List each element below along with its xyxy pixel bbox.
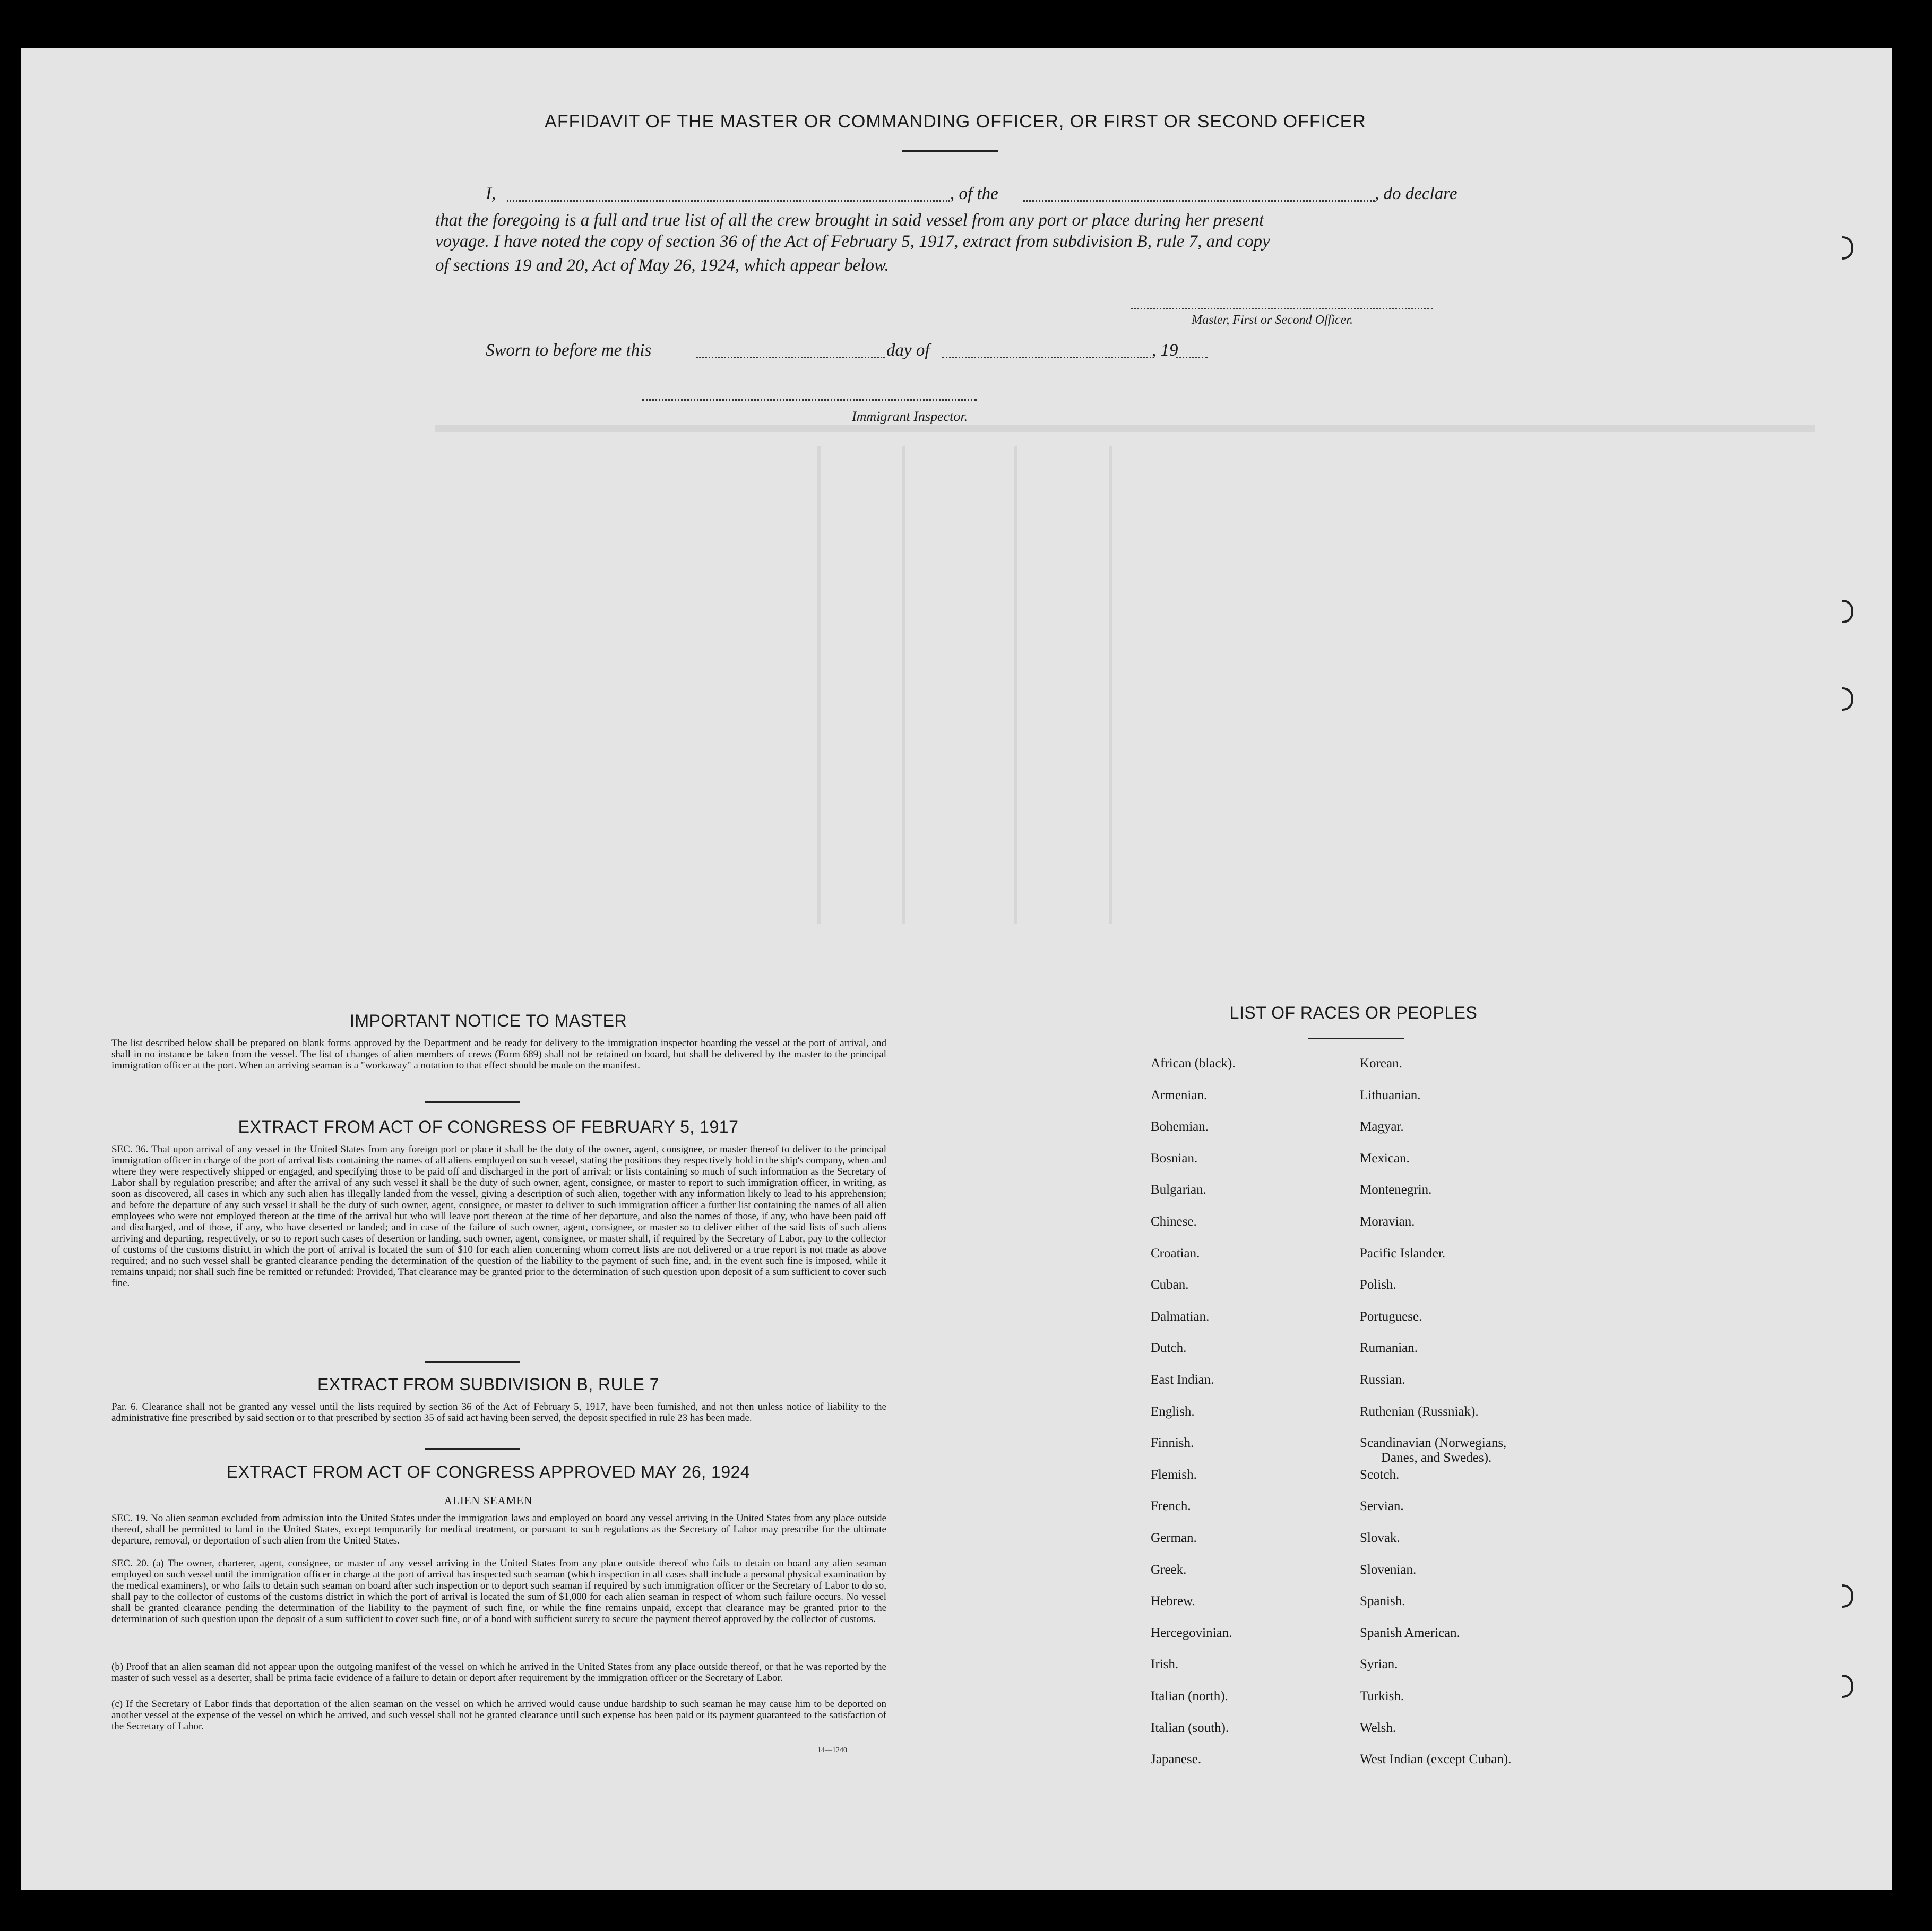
sec-20b-body: (b) Proof that an alien seaman did not appear upon the outgoing manifest of the vessel on which he arrived in the United States from any place outside thereof, or that he was reported by the master of such vessel as a deserter, shall be prima facie evidence of a failure to detain or deport after requirement by the immigration officer or the Secretary of Labor. xyxy=(111,1661,886,1684)
sworn-prefix: Sworn to before me this xyxy=(486,341,652,360)
race-item: Irish. xyxy=(1151,1657,1179,1672)
extract-1924-title: EXTRACT FROM ACT OF CONGRESS APPROVED MAY 26, 1924 xyxy=(226,1462,751,1481)
master-signature-label: Master, First or Second Officer. xyxy=(1192,313,1353,327)
race-item: Magyar. xyxy=(1360,1119,1404,1134)
section-rule xyxy=(425,1448,520,1450)
sworn-month-blank xyxy=(942,357,1154,358)
race-item: Cuban. xyxy=(1151,1278,1189,1292)
alien-seamen-subtitle: ALIEN SEAMEN xyxy=(444,1494,533,1507)
sworn-day-of: day of xyxy=(886,341,930,360)
race-item: Spanish. xyxy=(1360,1594,1405,1609)
race-item: Finnish. xyxy=(1151,1436,1194,1451)
title-rule xyxy=(902,150,998,152)
section-rule xyxy=(425,1361,520,1363)
race-item: Dutch. xyxy=(1151,1341,1187,1356)
notice-body: The list described below shall be prepared on blank forms approved by the Department and be ready for delivery to the immigration inspector boarding the vessel at the port of arrival, and shall in no instance be taken from the vessel. The list of changes of alien members of crews (Form 689) shall not be retained on board, but shall be delivered by the master to the principal immigration officer at the port. When an arriving seaman is a "workaway" a notation to that effect should be made on the manifest. xyxy=(111,1038,886,1071)
race-item: English. xyxy=(1151,1404,1195,1419)
affidavit-declare: , do declare xyxy=(1375,184,1457,203)
affidavit-i: I, xyxy=(486,184,496,203)
race-item: Montenegrin. xyxy=(1360,1183,1432,1197)
extract-1917-body: SEC. 36. That upon arrival of any vessel in the United States from any foreign port or place it shall be the duty of the owner, agent, consignee, or master thereof to deliver to the principal immigration officer in charge of the port of arrival lists containing the names of all aliens employed on such vessel, stating the positions they respectively hold in the ship's company, when and where they were respectively shipped or engaged, and specifying those to be paid off and discharged in the port of arrival; or lists containing so much of such information as the Secretary of Labor shall by regulation prescribe; and after the arrival of any such vessel it shall be the duty of such owner, agent, consignee, or master to report to such immigration officer, in writing, as soon as discovered, all cases in which any such alien has illegally landed from the vessel, giving a description of such alien, together with any information likely to lead to his apprehension; and before the departure of any such vessel it shall be the duty of such owner, agent, consignee, or master to deliver to such immigration officer a further list containing the names of all alien employees who were not employed thereon at the time of the arrival but who will leave port thereon at the time of her departure, and also the names of those, if any, who have been paid off and discharged, and of those, if any, who have deserted or landed; and in case of the failure of such owner, agent, consignee, or master so to deliver either of the said lists of such aliens arriving and departing, respectively, or so to report such cases of desertion or landing, such owner, agent, consignee, or master shall, if required by the Secretary of Labor, pay to the collector of customs of the customs district in which the port of arrival is located the sum of $10 for each alien concerning whom correct lists are not delivered or a true report is not made as above required; and no such vessel shall be granted clearance pending the determination of the question of the liability to the payment of such fine, and, in the event such fine is imposed, while it remains unpaid; nor shall such fine be remitted or refunded: Provided, That clearance may be granted prior to the determination of such question upon deposit of a sum sufficient to cover such fine. xyxy=(111,1144,886,1289)
affidavit-of-the: , of the xyxy=(950,184,998,203)
name-blank xyxy=(507,200,950,202)
affidavit-title: AFFIDAVIT OF THE MASTER OR COMMANDING OFFICER, OR FIRST OR SECOND OFFICER xyxy=(545,111,1366,132)
race-item: Italian (north). xyxy=(1151,1689,1228,1703)
race-item: Hebrew. xyxy=(1151,1594,1195,1609)
race-item: Servian. xyxy=(1360,1499,1404,1514)
extract-1917-title: EXTRACT FROM ACT OF CONGRESS OF FEBRUARY 5, 1917 xyxy=(238,1117,739,1136)
race-item: Croatian. xyxy=(1151,1246,1200,1261)
race-item: Scandinavian (Norwegians, Danes, and Swedes). xyxy=(1360,1436,1507,1466)
race-item: Welsh. xyxy=(1360,1720,1396,1735)
race-item: East Indian. xyxy=(1151,1373,1214,1387)
form-number: 14—1240 xyxy=(817,1746,847,1754)
sec-20c-body: (c) If the Secretary of Labor finds that deportation of the alien seaman on the vessel on which he arrived would cause undue hardship to such seaman he may cause him to be deported on another vessel at the expense of the vessel on which he arrived, and such vessel shall not be granted clearance until such expense has been paid or its payment guaranteed to the satisfaction of the Secretary of Labor. xyxy=(111,1699,886,1732)
race-item: Spanish American. xyxy=(1360,1625,1460,1640)
inspector-label: Immigrant Inspector. xyxy=(852,409,968,424)
race-item: Lithuanian. xyxy=(1360,1088,1421,1102)
inspector-signature-line xyxy=(642,399,977,401)
race-item: Japanese. xyxy=(1151,1752,1202,1767)
race-item: Greek. xyxy=(1151,1562,1187,1577)
sworn-year-blank xyxy=(1176,357,1208,358)
section-rule xyxy=(425,1101,520,1103)
race-item: German. xyxy=(1151,1531,1197,1545)
affidavit-line-4: of sections 19 and 20, Act of May 26, 1924, which appear below. xyxy=(435,256,889,275)
master-signature-line xyxy=(1131,308,1433,309)
race-item: Korean. xyxy=(1360,1056,1402,1071)
race-item: Hercegovinian. xyxy=(1151,1625,1232,1640)
race-item: Dalmatian. xyxy=(1151,1309,1210,1324)
race-item: Pacific Islander. xyxy=(1360,1246,1446,1261)
races-title: LIST OF RACES OR PEOPLES xyxy=(1229,1003,1478,1022)
section-rule xyxy=(1308,1038,1404,1039)
race-item: Portuguese. xyxy=(1360,1309,1422,1324)
race-item: Bosnian. xyxy=(1151,1151,1198,1166)
subdivision-body: Par. 6. Clearance shall not be granted any vessel until the lists required by section 36 of the Act of February 5, 1917, have been furnished, and not then unless notice of liability to the administrative fine prescribed by said section or to that prescribed by section 35 of said act having been served, the deposit specified in rule 23 has been made. xyxy=(111,1401,886,1424)
sec-20a-body: SEC. 20. (a) The owner, charterer, agent, consignee, or master of any vessel arriving in the United States from any place outside thereof who fails to detain on board any alien seaman employed on such vessel until the immigration officer in charge at the port of arrival has inspected such seaman (which inspection in all cases shall include a personal physical examination by the medical examiners), or who fails to detain such seaman on board after such inspection or to deport such seaman if required by such immigration officer or the Secretary of Labor to do so, shall pay to the collector of customs of the customs district in which the port of arrival is located the sum of $1,000 for each alien seaman in respect of whom such failure occurs. No vessel shall be granted clearance pending the determination of the liability to the payment of such fine, or while the fine remains unpaid, except that clearance may be granted prior to the determination of such question upon the deposit of a sum sufficient to cover such fine, or of a bond with sufficient surety to secure the payment thereof approved by the collector of customs. xyxy=(111,1558,886,1625)
affidavit-line-3: voyage. I have noted the copy of section 36 of the Act of February 5, 1917, extract from subdivision B, rule 7, and copy xyxy=(435,232,1270,251)
race-item: Chinese. xyxy=(1151,1214,1197,1229)
race-item: Slovenian. xyxy=(1360,1562,1417,1577)
race-item: Flemish. xyxy=(1151,1467,1197,1482)
race-item: Rumanian. xyxy=(1360,1341,1418,1356)
affidavit-line-2: that the foregoing is a full and true list of all the crew brought in said vessel from any port or place during her present xyxy=(435,211,1264,230)
race-item: Moravian. xyxy=(1360,1214,1415,1229)
race-item: Ruthenian (Russniak). xyxy=(1360,1404,1479,1419)
sworn-year: , 19 xyxy=(1152,341,1178,360)
race-item: Slovak. xyxy=(1360,1531,1400,1545)
race-item: Polish. xyxy=(1360,1278,1396,1292)
race-item: Mexican. xyxy=(1360,1151,1410,1166)
race-item: Bohemian. xyxy=(1151,1119,1209,1134)
race-item: West Indian (except Cuban). xyxy=(1360,1752,1512,1767)
notice-title: IMPORTANT NOTICE TO MASTER xyxy=(349,1011,627,1030)
race-item: Armenian. xyxy=(1151,1088,1208,1102)
sec-19-body: SEC. 19. No alien seaman excluded from admission into the United States under the immigration laws and employed on board any vessel arriving in the United States from any place outside thereof, shall be permitted to land in the United States, except temporarily for medical treatment, or pursuant to such regulations as the Secretary of Labor may prescribe for the ultimate departure, removal, or deportation of such alien from the United States. xyxy=(111,1513,886,1546)
race-item: French. xyxy=(1151,1499,1191,1514)
race-item: Scotch. xyxy=(1360,1467,1400,1482)
race-item: Turkish. xyxy=(1360,1689,1404,1703)
race-item: Syrian. xyxy=(1360,1657,1398,1672)
race-item: Bulgarian. xyxy=(1151,1183,1206,1197)
sworn-day-blank xyxy=(696,357,885,358)
vessel-blank xyxy=(1023,200,1375,202)
race-item: Russian. xyxy=(1360,1373,1405,1387)
race-item: African (black). xyxy=(1151,1056,1236,1071)
race-item: Italian (south). xyxy=(1151,1720,1229,1735)
subdivision-title: EXTRACT FROM SUBDIVISION B, RULE 7 xyxy=(317,1375,660,1394)
